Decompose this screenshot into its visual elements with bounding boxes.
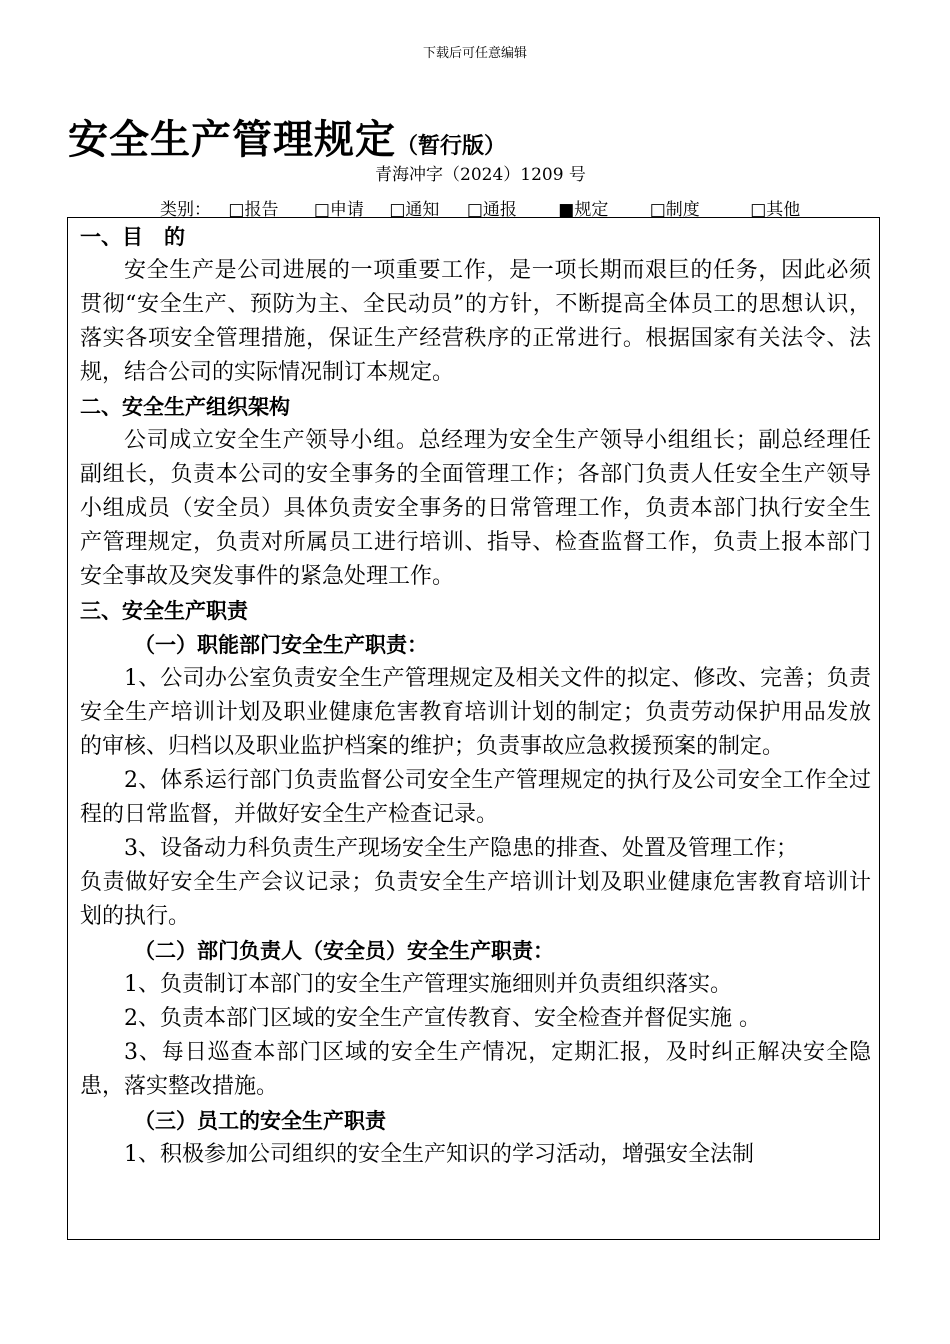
section-heading-organization: 二、安全生产组织架构 — [80, 395, 290, 419]
category-option-system: □制度 — [649, 200, 700, 220]
paragraph: 2、负责本部门区域的安全生产宣传教育、安全检查并督促实施 。 — [124, 1006, 761, 1031]
paragraph: 3、每日巡查本部门区域的安全生产情况，定期汇报，及时纠正解决安全隐患，落实整改措施。 — [80, 1040, 871, 1099]
paragraph: 1、负责制订本部门的安全生产管理实施细则并负责组织落实。 — [124, 972, 732, 997]
paragraph: 公司成立安全生产领导小组。总经理为安全生产领导小组组长；副总经理任副组长，负责本公司的安全事务的全面管理工作；各部门负责人任安全生产领导小组成员（安全员）具体负责安全事务的日常管理工作，负责本部门执行安全生产管理规定，负责对所属员工进行培训、指导、检查监督工作，负责上报本部门安全事故及突发事件的紧急处理工作。 — [80, 428, 871, 589]
category-option-notice: □通知 — [389, 200, 440, 220]
paragraph: 3、设备动力科负责生产现场安全生产隐患的排查、处置及管理工作； — [124, 836, 798, 861]
page-subtitle: （暂行版） — [396, 134, 507, 159]
paragraph: 1、公司办公室负责安全生产管理规定及相关文件的拟定、修改、完善；负责安全生产培训计划及职业健康危害教育培训计划的制定；负责劳动保护用品发放的审核、归档以及职业监护档案的维护；负责事故应急救援预案的制定。 — [80, 666, 871, 759]
paragraph: 2、体系运行部门负责监督公司安全生产管理规定的执行及公司安全工作全过程的日常监督，并做好安全生产检查记录。 — [80, 768, 871, 827]
subsection-heading-department-heads: （二）部门负责人（安全员）安全生产职责： — [134, 939, 554, 963]
subsection-heading-functional-departments: （一）职能部门安全生产职责： — [134, 633, 428, 657]
paragraph: 负责做好安全生产会议记录；负责安全生产培训计划及职业健康危害教育培训计划的执行。 — [80, 870, 871, 929]
title-block — [68, 108, 506, 165]
category-option-other: □其他 — [750, 200, 801, 220]
category-option-application: □申请 — [313, 200, 364, 220]
section-heading-responsibilities: 三、安全生产职责 — [80, 599, 248, 623]
page-title: 安全生产管理规定 — [68, 117, 396, 163]
category-option-report: □报告 — [228, 200, 279, 220]
doc-number: 青海冲字（2024）1209 号 — [375, 165, 586, 185]
paragraph: 1、积极参加公司组织的安全生产知识的学习活动，增强安全法制 — [124, 1142, 754, 1167]
header-note: 下载后可任意编辑 — [422, 46, 527, 61]
document-body — [68, 218, 879, 1172]
content-frame — [67, 217, 880, 1240]
category-option-regulation: ■规定 — [558, 200, 609, 220]
paragraph: 安全生产是公司进展的一项重要工作，是一项长期而艰巨的任务，因此必须贯彻“安全生产、预防为主、全民动员”的方针，不断提高全体员工的思想认识，落实各项安全管理措施，保证生产经营秩序的正常进行。根据国家有关法令、法规，结合公司的实际情况制订本规定。 — [80, 258, 871, 385]
category-option-bulletin: □通报 — [466, 200, 517, 220]
subsection-heading-employees: （三）员工的安全生产职责 — [134, 1109, 386, 1133]
section-heading-purpose: 一、目 的 — [80, 225, 185, 249]
category-label: 类别： — [160, 200, 211, 220]
